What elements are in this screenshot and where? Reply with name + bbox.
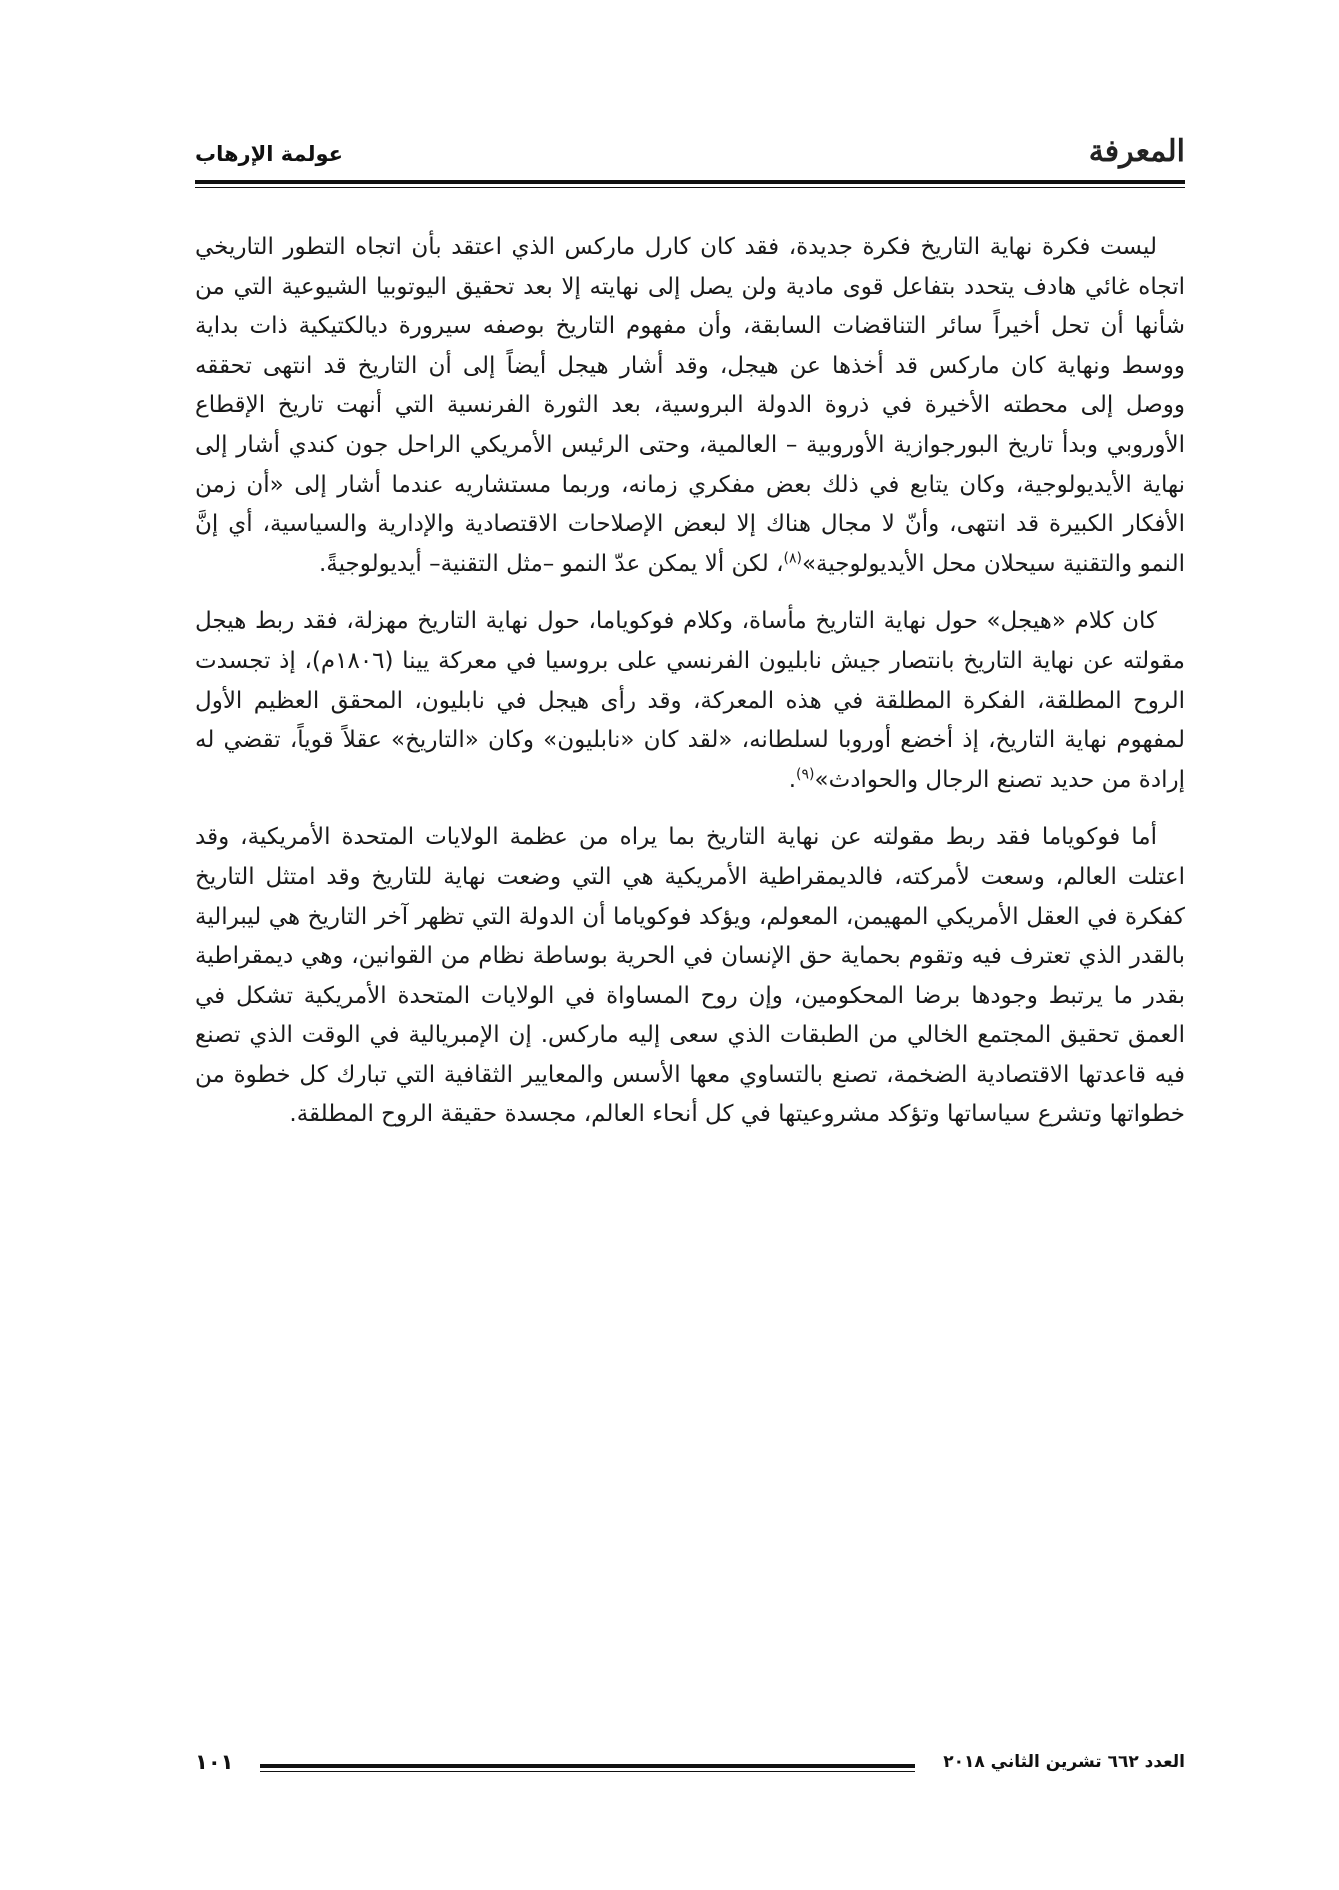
page-number: ١٠١ xyxy=(195,1750,234,1774)
journal-logo: المعرفة xyxy=(1088,134,1185,169)
paragraph-text: أما فوكوياما فقد ربط مقولته عن نهاية التاريخ بما يراه من عظمة الولايات المتحدة الأمريكية، وقد اعتلت العالم، وسعت لأمركته، فالديمقراطية الأمريكية هي التي وضعت نهاية للتاريخ وقد امتثل التاريخ كفكرة في العقل الأمريكي المهيمن، المعولم، ويؤكد فوكوياما أن الدولة التي تظهر آخر التاريخ هي ليبرالية بالقدر الذي تعترف فيه وتقوم بحماية حق الإنسان في الحرية بوساطة نظام من القوانين، وهي ديمقراطية بقدر ما يرتبط وجودها برضا المحكومين، وإن روح المساواة في الولايات المتحدة الأمريكية تشكل في العمق تحقيق المجتمع الخالي من الطبقات الذي سعى إليه ماركس. إن الإمبريالية في الوقت الذي تصنع فيه قاعدتها الاقتصادية الضخمة، تصنع بالتساوي معها الأسس والمعايير الثقافية التي تبارك كل خطوة من خطواتها وتشرع سياساتها وتؤكد مشروعيتها في كل أنحاء العالم، مجسدة حقيقة الروح المطلقة. xyxy=(195,824,1185,1128)
header-divider-thick xyxy=(195,180,1185,184)
article-body xyxy=(195,228,1185,1153)
issue-info: العدد ٦٦٢ تشرين الثاني ٢٠١٨ xyxy=(943,1752,1185,1772)
footnote-ref: (٨) xyxy=(783,550,802,567)
paragraph-text: ليست فكرة نهاية التاريخ فكرة جديدة، فقد كان كارل ماركس الذي اعتقد بأن اتجاه التطور التاريخي اتجاه غائي هادف يتحدد بتفاعل قوى مادية ولن يصل إلى نهايته إلا بعد تحقيق اليوتوبيا الشيوعية التي من شأنها أن تحل أخيراً سائر التناقضات السابقة، وأن مفهوم التاريخ بوصفه سيرورة ديالكتيكية ذات بداية ووسط ونهاية كان ماركس قد أخذها عن هيجل، وقد أشار هيجل أيضاً إلى أن التاريخ قد انتهى تحققه ووصل إلى محطته الأخيرة في ذروة الدولة البروسية، بعد الثورة الفرنسية التي أنهت تاريخ الإقطاع الأوروبي وبدأ تاريخ البورجوازية الأوروبية – العالمية، وحتى الرئيس الأمريكي الراحل جون كندي أشار إلى نهاية الأيديولوجية، وكان يتابع في ذلك بعض مفكري زمانه، وربما مستشاريه عندما أشار إلى «أن زمن الأفكار الكبيرة قد انتهى، وأنّ لا مجال هناك إلا لبعض الإصلاحات الاقتصادية والإدارية والسياسية، أي إنَّ النمو والتقنية سيحلان محل الأيديولوجية» xyxy=(195,234,1185,577)
footer-divider-thick xyxy=(260,1764,915,1768)
page-header xyxy=(195,128,1185,188)
article-title: عولمة الإرهاب xyxy=(195,142,343,166)
paragraph-text-tail: . xyxy=(788,766,797,793)
paragraph xyxy=(195,602,1185,800)
paragraph xyxy=(195,818,1185,1135)
paragraph xyxy=(195,228,1185,584)
paragraph-text-tail: ، لكن ألا يمكن عدّ النمو –مثل التقنية– أيديولوجيةً. xyxy=(318,550,784,577)
paragraph-text: كان كلام «هيجل» حول نهاية التاريخ مأساة، وكلام فوكوياما، حول نهاية التاريخ مهزلة، فقد ربط هيجل مقولته عن نهاية التاريخ بانتصار جيش نابليون الفرنسي على بروسيا في معركة يينا (١٨٠٦م)، إذ تجسدت الروح المطلقة، الفكرة المطلقة في هذه المعركة، وقد رأى هيجل في نابليون، المحقق العظيم الأول لمفهوم نهاية التاريخ، إذ أخضع أوروبا لسلطانه، «لقد كان «نابليون» وكان «التاريخ» عقلاً قوياً، تقضي له إرادة من حديد تصنع الرجال والحوادث» xyxy=(195,608,1185,793)
header-divider-thin xyxy=(195,187,1185,188)
footnote-ref: (٩) xyxy=(796,766,815,783)
page-footer xyxy=(195,1746,1185,1786)
footer-divider-thin xyxy=(260,1771,915,1772)
